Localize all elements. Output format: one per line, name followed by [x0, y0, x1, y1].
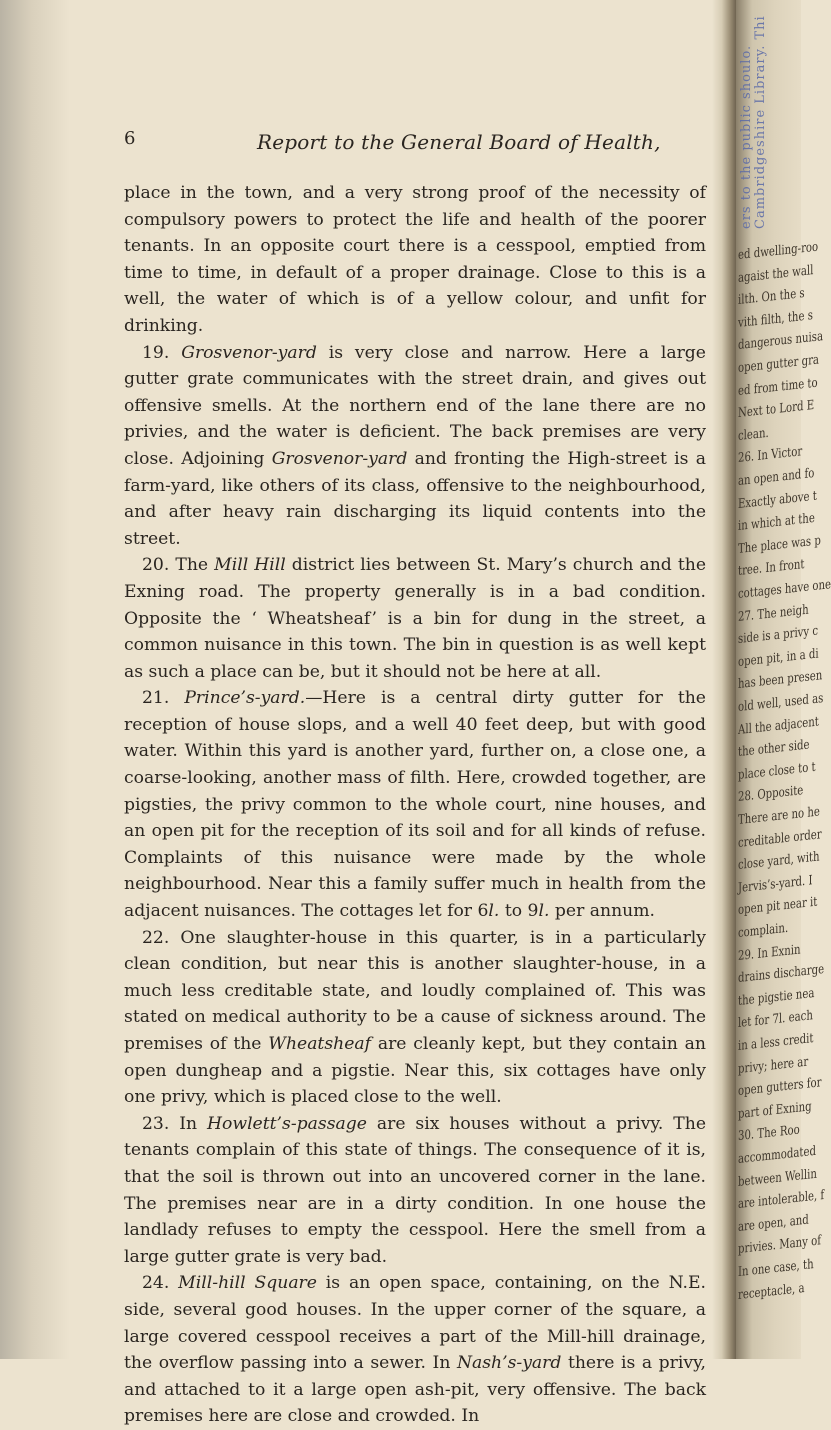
paragraph: [124, 1111, 706, 1271]
italic-run: Howlett’s-passage: [207, 1113, 367, 1134]
facing-page-line: an open and fo: [738, 465, 815, 489]
facing-page-line: complain.: [738, 920, 789, 941]
facing-page-line: accommodated: [738, 1143, 816, 1167]
italic-run: Grosvenor-yard: [181, 342, 317, 363]
text-run: is very close and narrow. Here a large gutter grate communicates with the street drain, and gives out offensive smells. At the northern end of the lane there are no privies, and the water is deficient. The back premises are very close. Adjoining: [124, 342, 706, 469]
facing-page-line: 26. In Victor: [738, 444, 803, 467]
paragraph: [124, 1270, 706, 1430]
paragraph: [124, 685, 706, 924]
italic-run: Prince’s-yard.: [184, 688, 306, 709]
facing-page-line: There are no he: [738, 804, 820, 828]
italic-run: Nash’s-yard: [456, 1353, 562, 1374]
text-run: and fronting the High-street is a farm-yard, like others of its class, offensive to the neighbourhood, and after heavy rain discharging its liquid contents into the street.: [124, 448, 706, 549]
facing-page-line: in which at the: [738, 511, 815, 535]
facing-page-line: drains discharge: [738, 962, 825, 987]
facing-page: [736, 0, 831, 1359]
facing-page-line: 30. The Roo: [738, 1122, 800, 1145]
running-title: Report to the General Board of Health,: [257, 130, 661, 154]
facing-page-line: place close to t: [738, 759, 816, 783]
facing-page-line: let for 7l. each: [738, 1008, 813, 1032]
text-run: 23. In: [142, 1113, 208, 1134]
italic-run: l.: [538, 901, 550, 922]
facing-page-line: 28. Opposite: [738, 783, 804, 806]
facing-page-line: old well, used as: [738, 691, 824, 715]
text-run: district lies between St. Mary’s church and the Exning road. The property generally is in a bad condition. Opposite the ‘ Wheatsheaf’ is a bin for dung in the street, a common nuisance in this town. The bin in question is as well kept as such a place can be, but it should not be here at all.: [124, 555, 706, 682]
facing-page-line: open pit near it: [738, 895, 818, 919]
page-number: 6: [124, 128, 136, 149]
facing-page-line: has been presen: [738, 668, 823, 693]
italic-run: Mill-hill Square: [178, 1273, 317, 1294]
facing-page-line: In one case, th: [738, 1257, 814, 1280]
paragraph: [124, 925, 706, 1111]
facing-page-line: agaist the wall: [738, 262, 814, 286]
italic-run: Mill Hill: [214, 555, 286, 576]
facing-page-line: ilth. On the s: [738, 286, 805, 309]
facing-page-line: between Wellin: [738, 1166, 817, 1190]
facing-page-line: receptacle, a: [738, 1280, 805, 1303]
facing-page-line: are open, and: [738, 1212, 809, 1235]
facing-page-line: in a less credit: [738, 1031, 814, 1054]
facing-page-line: ed dwelling-roo: [738, 239, 819, 263]
facing-page-line: ed from time to: [738, 375, 818, 399]
text-run: 22. One slaughter-house in this quarter, is in a particularly clean condition, but near this is another slaughter-house, in a much less creditable state, and loudly complained of. This was stated on medical authority to be a cause of sickness around. The premises of the: [124, 927, 706, 1054]
facing-page-line: open gutters for: [738, 1075, 822, 1100]
text-run: 21.: [142, 688, 185, 709]
page-edge-shadow: [0, 0, 70, 1359]
paragraph: [124, 180, 706, 340]
text-run: are cleanly kept, but they contain an open dungheap and a pigstie. Near this, six cottages have only one privy, which is placed close to the well.: [124, 1034, 706, 1108]
facing-page-line: Next to Lord E: [738, 398, 815, 422]
text-run: is an open space, containing, on the N.E. side, several good houses. In the upper corner of the square, a large covered cesspool receives a part of the Mill-hill drainage, the overflow passing into a sewer. In: [124, 1273, 706, 1374]
text-run: —Here is a central dirty gutter for the reception of house slops, and a well 40 feet deep, but with good water. Within this yard is another yard, further on, a close one, a coarse-looking, another mass of filth. Here, crowded together, are pigsties, the privy common to the whole court, nine houses, and an open pit for the reception of its soil and for all kinds of refuse. Complaints of this nuisance were made by the whole neighbourhood. Near this a family suffer much in health from the adjacent nuisances. The cottages let for 6: [124, 688, 706, 922]
text-run: there is a privy, and attached to it a large open ash-pit, very offensive. The back premises here are close and crowded. In: [124, 1353, 706, 1427]
text-run: 19.: [142, 342, 182, 363]
facing-page-line: cottages have one: [738, 577, 831, 602]
facing-page-line: privy; here ar: [738, 1054, 809, 1077]
facing-page-line: open gutter gra: [738, 352, 819, 376]
facing-page-line: All the adjacent: [738, 714, 819, 738]
facing-page-line: are intolerable, f: [738, 1188, 825, 1213]
facing-page-line: side is a privy c: [738, 623, 819, 648]
library-stamp-text: ers to the public shoulo. Cambridgeshire Library. Thi: [739, 15, 768, 229]
paragraph: [124, 552, 706, 685]
facing-page-line: Exactly above t: [738, 488, 817, 512]
facing-page-line: Jervis’s-yard. I: [738, 872, 813, 896]
facing-page-line: privies. Many of: [738, 1233, 821, 1258]
italic-run: Grosvenor-yard: [271, 448, 408, 469]
body-text: [124, 180, 706, 1430]
text-run: per annum.: [549, 901, 656, 922]
facing-page-line: close yard, with: [738, 849, 820, 874]
text-run: place in the town, and a very strong proof of the necessity of compulsory powers to protect the life and health of the poorer tenants. In an opposite court there is a cesspool, emptied from time to time, in default of a proper drainage. Close to this is a well, the water of which is of a yellow colour, and unfit for drinking.: [124, 183, 706, 336]
facing-page-line: the other side: [738, 737, 810, 761]
text-run: are six houses without a privy. The tenants complain of this state of things. The consequence of it is, that the soil is thrown out into an uncovered corner in the lane. The premises near are in a dirty condition. In one house the landlady refuses to empty the cesspool. Here the smell from a large gutter grate is very bad.: [124, 1113, 707, 1267]
text-run: 20. The: [142, 555, 215, 576]
facing-page-line: 29. In Exnin: [738, 942, 801, 964]
facing-page-line: the pigstie nea: [738, 985, 815, 1009]
text-run: 24.: [142, 1273, 179, 1294]
text-run: to 9: [499, 901, 539, 922]
facing-page-line: tree. In front: [738, 557, 805, 580]
italic-run: Wheatsheaf: [268, 1034, 372, 1054]
facing-page-line: The place was p: [738, 533, 821, 557]
facing-page-line: clean.: [738, 425, 769, 444]
running-head: [124, 128, 706, 168]
facing-page-line: 27. The neigh: [738, 602, 809, 625]
facing-page-line: vith filth, the s: [738, 307, 813, 331]
facing-page-line: part of Exning: [738, 1099, 812, 1122]
facing-page-line: creditable order: [738, 826, 822, 851]
paragraph: [124, 340, 706, 553]
book-gutter: [712, 0, 736, 1359]
facing-page-line: dangerous nuisa: [738, 329, 824, 354]
facing-page-line: open pit, in a di: [738, 646, 819, 670]
italic-run: l.: [488, 901, 500, 922]
book-page: [124, 128, 706, 1430]
